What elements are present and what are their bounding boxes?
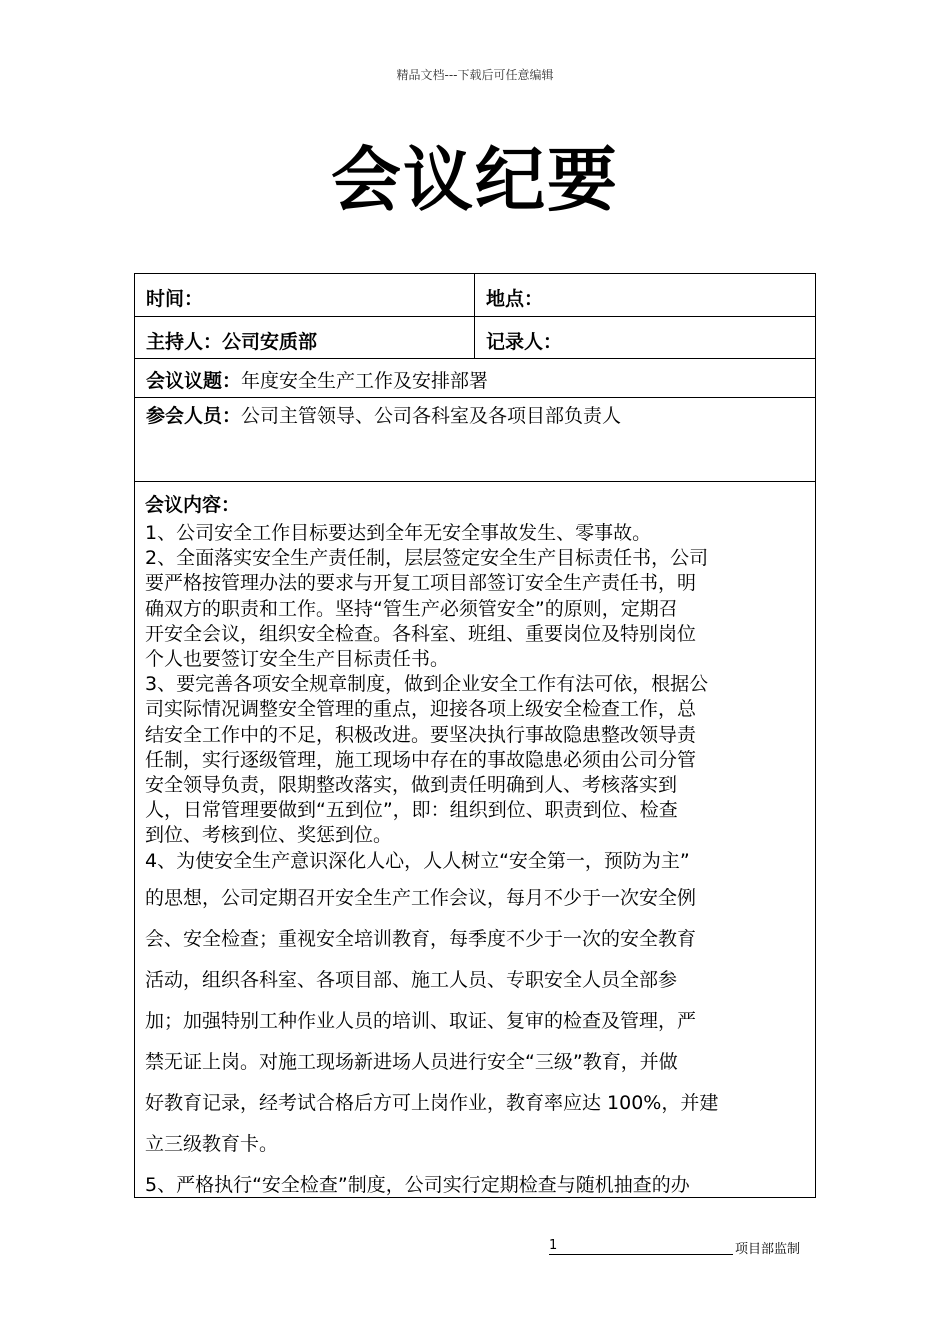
content-line: 的思想，公司定期召开安全生产工作会议，每月不少于一次安全例 bbox=[145, 887, 697, 909]
footer-label: 项目部监制 bbox=[735, 1242, 801, 1257]
topic-cell bbox=[135, 359, 815, 397]
content-label: 会议内容： bbox=[145, 494, 241, 516]
content-line: 活动，组织各科室、各项目部、施工人员、专职安全人员全部参 bbox=[145, 969, 678, 991]
time-location-row bbox=[135, 274, 815, 317]
content-line: 1、公司安全工作目标要达到全年无安全事故发生、零事故。 bbox=[145, 522, 652, 544]
content-line: 结安全工作中的不足，积极改进。要坚决执行事故隐患整改领导责 bbox=[145, 723, 697, 746]
host-cell bbox=[135, 317, 475, 358]
host-field bbox=[146, 327, 317, 354]
content-line: 人，日常管理要做到“五到位”，即：组织到位、职责到位、检查 bbox=[145, 799, 678, 822]
content-line: 3、要完善各项安全规章制度，做到企业安全工作有法可依，根据公 bbox=[145, 673, 709, 696]
attendees-label: 参会人员： bbox=[146, 405, 242, 427]
time-label: 时间： bbox=[146, 288, 204, 310]
content-line: 2、全面落实安全生产责任制，层层签定安全生产目标责任书，公司 bbox=[145, 547, 709, 570]
host-recorder-row bbox=[135, 317, 815, 359]
page-number: 1 bbox=[549, 1238, 558, 1253]
attendees-value: 公司主管领导、公司各科室及各项目部负责人 bbox=[241, 405, 622, 427]
content-line: 禁无证上岗。对施工现场新进场人员进行安全“三级”教育，并做 bbox=[145, 1051, 678, 1073]
page-footer bbox=[549, 1238, 807, 1256]
minutes-table bbox=[134, 273, 816, 1198]
content-line: 好教育记录，经考试合格后方可上岗作业，教育率应达 100%，并建 bbox=[145, 1092, 719, 1114]
content-line: 加；加强特别工种作业人员的培训、取证、复审的检查及管理，严 bbox=[145, 1010, 697, 1032]
topic-label: 会议议题： bbox=[146, 370, 242, 392]
content-line: 到位、考核到位、奖惩到位。 bbox=[145, 824, 393, 847]
content-line: 立三级教育卡。 bbox=[145, 1133, 279, 1155]
content-row bbox=[135, 482, 815, 1198]
content-line: 会、安全检查；重视安全培训教育，每季度不少于一次的安全教育 bbox=[145, 928, 697, 950]
topic-value: 年度安全生产工作及安排部署 bbox=[241, 370, 489, 392]
content-line: 4、为使安全生产意识深化人心，人人树立“安全第一，预防为主” bbox=[145, 849, 690, 872]
content-line: 5、严格执行“安全检查”制度，公司实行定期检查与随机抽查的办 bbox=[145, 1174, 690, 1196]
content-line: 开安全会议，组织安全检查。各科室、班组、重要岗位及特别岗位 bbox=[145, 622, 697, 645]
attendees-field bbox=[146, 401, 621, 428]
host-value: 公司安质部 bbox=[222, 331, 318, 353]
document-title: 会议纪要 bbox=[331, 139, 619, 221]
content-line: 安全领导负责，限期整改落实，做到责任明确到人、考核落实到 bbox=[145, 774, 678, 796]
time-cell bbox=[135, 274, 475, 316]
host-label: 主持人： bbox=[146, 331, 223, 353]
recorder-cell bbox=[475, 317, 815, 358]
content-line: 个人也要签订安全生产目标责任书。 bbox=[145, 648, 450, 670]
topic-row bbox=[135, 359, 815, 398]
content-line: 确双方的职责和工作。坚持“管生产必须管安全”的原则，定期召 bbox=[145, 597, 678, 620]
attendees-row bbox=[135, 398, 815, 482]
page-header-note: 精品文档---下载后可任意编辑 bbox=[396, 68, 554, 82]
topic-field bbox=[146, 366, 488, 393]
attendees-cell bbox=[135, 398, 815, 481]
recorder-label: 记录人： bbox=[486, 331, 563, 353]
content-line: 任制，实行逐级管理，施工现场中存在的事故隐患必须由公司分管 bbox=[145, 748, 697, 771]
location-cell bbox=[475, 274, 815, 316]
content-line: 要严格按管理办法的要求与开复工项目部签订安全生产责任书，明 bbox=[145, 572, 697, 595]
footer-divider bbox=[549, 1254, 733, 1255]
location-label: 地点： bbox=[486, 288, 544, 310]
content-line: 司实际情况调整安全管理的重点，迎接各项上级安全检查工作，总 bbox=[145, 698, 697, 721]
